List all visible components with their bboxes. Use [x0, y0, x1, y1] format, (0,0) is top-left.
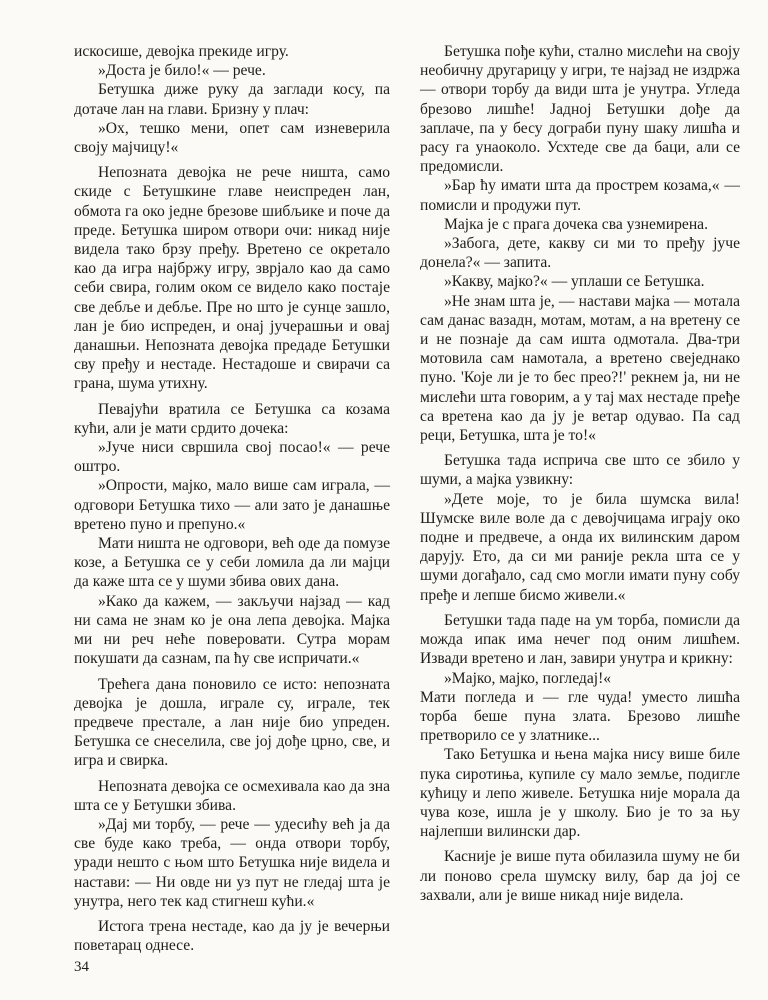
paragraph: Бетушка диже руку да заглади косу, па дотаче лан на глави. Бризну у плач:: [74, 81, 390, 118]
paragraph: Трећега дана поновило се исто: непозната девојка је дошла, играле су, играле, тек предвече престале, а лан није био упреден. Бетушка се снеселила, све јој дође црно, све, и игра и свирка.: [74, 675, 390, 770]
paragraph: Непозната девојка не рече ништа, само скиде с Бетушкине главе неиспреден лан, обмота га око једне брезове шибљике и поче да преде. Бетушка широм отвори очи: никад није видела тако брзу пређу. Вретено се окретало као да игра најбржу игру, зврјало као да само себи свира, голим оком се видело како постаје све дебље и дебље. Пре но што је сунце зашло, лан је био испреден, и онај јучерашњи и овај данашњи. Непозната девојка предаде Бетушки сву пређу и нестаде. Нестадоше и свирачи са грана, шума утихну.: [74, 164, 390, 393]
paragraph: »Опрости, мајко, мало више сам играла, — одговори Бетушка тихо — али зато је данашње вретено пуно и препуно.«: [74, 477, 390, 533]
paragraph: »Не знам шта је, — настави мајка — мотала сам данас вазадн, мотам, мотам, а на вретену се и не познаје да сам ишта одмотала. Два-три мотовила сам намотала, а вретено свеједнако пуно. 'Које ли је то бес преo?!' рекнем ја, ни не мислећи шта говорим, а у тај мах нестаде пређе са вретена као да ју је ветар одувао. Па сад реци, Бетушка, шта је то!«: [420, 292, 740, 445]
paragraph: »Бар ћу имати шта да прострем козама,« — помисли и продужи пут.: [420, 177, 740, 214]
paragraph: Мати погледа и — гле чуда! уместо лишћа торба беше пуна злата. Брезово лишће претворило се у златнике...: [420, 688, 740, 745]
paragraph: »Дај ми торбу, — рече — удесићу већ ја да све буде како треба, — онда отвори торбу, уради нешто с њом што Бетушка није видела и настави: — Ни овде ни уз пут не гледај шта је унутра, него тек кад стигнеш кући.«: [74, 815, 390, 910]
paragraph: Бетушки тада паде на ум торба, помисли да можда ипак има нечег под оним лишћем. Извади вретено и лан, завири унутра и крикну:: [420, 611, 740, 668]
left-column: [74, 42, 390, 955]
paragraph: »Јуче ниси свршила свој посао!« — рече оштро.: [74, 439, 390, 476]
paragraph: »Доста је било!« — рече.: [98, 62, 266, 80]
paragraph: »Забога, дете, какву си ми то пређу јуче донела?« — запита.: [420, 235, 740, 272]
paragraph: Мати ништа не одговори, већ оде да помузе козе, а Бетушка се у себи ломила да ли мајци да каже шта се у шуми збива ових дана.: [74, 535, 390, 591]
page-number: 34: [74, 959, 89, 975]
paragraph: Истога трена нестаде, као да ју је вечерњи поветарац однесе.: [74, 917, 390, 955]
paragraph: »Какву, мајко?« — уплаши се Бетушка.: [444, 273, 705, 291]
paragraph: Тако Бетушка и њена мајка нису више биле пука сиротиња, купиле су мало земље, подигле кућицу и лепо живеле. Бетушка није морала да чува козе, ишла је у школу. Био је то за њу најлепши вилински дар.: [420, 746, 740, 841]
paragraph: Бетушка тада исприча све што се збило у шуми, а мајка узвикну:: [420, 452, 740, 489]
paragraph: »Како да кажем, — закључи најзад — кад ни сама не знам ко је она лепа девојка. Мајка ми ни реч неће поверовати. Сутра морам покушати да сазнам, па ћу све испричати.«: [74, 592, 390, 668]
paragraph: »Дете моје, то је била шумска вила! Шумске виле воле да с девојчицама играју око подне и предвече, а онда их вилинским даром дарују. Ето, да си ми раније рекла шта се у шуми догађало, сад смо могли имати пуну собу пређе и лепше бисмо живели.«: [420, 490, 740, 604]
paragraph: Певајући вратила се Бетушка са козама кући, али је мати срдито дочека:: [74, 400, 390, 437]
paragraph: Бетушка пође кући, стално мислећи на своју необичну другарицу у игри, те најзад не издржа — отвори торбу да види шта је унутра. Угледа брезово лишће! Јадној Бетушки дође да заплаче, па у бесу дограби пуну шаку лишћа и расу га унаоколо. Усхтеде све да баци, али се предомисли.: [420, 43, 740, 176]
paragraph: Касније је више пута обилазила шуму не би ли поново срела шумску вилу, бар да јој се захвали, али је више никад није видела.: [420, 848, 740, 904]
right-column: [420, 42, 740, 905]
paragraph: Мајка је с прага дочека сва узнемирена.: [444, 215, 708, 233]
paragraph: Непозната девојка се осмехивала као да зна шта се у Бетушки збива.: [74, 777, 390, 814]
paragraph: »Ох, тешко мени, опет сам изневерила своју мајчицу!«: [74, 119, 390, 157]
paragraph: искосише, девојка прекиде игру.: [74, 43, 289, 60]
paragraph: »Мајко, мајко, погледај!«: [444, 669, 612, 687]
